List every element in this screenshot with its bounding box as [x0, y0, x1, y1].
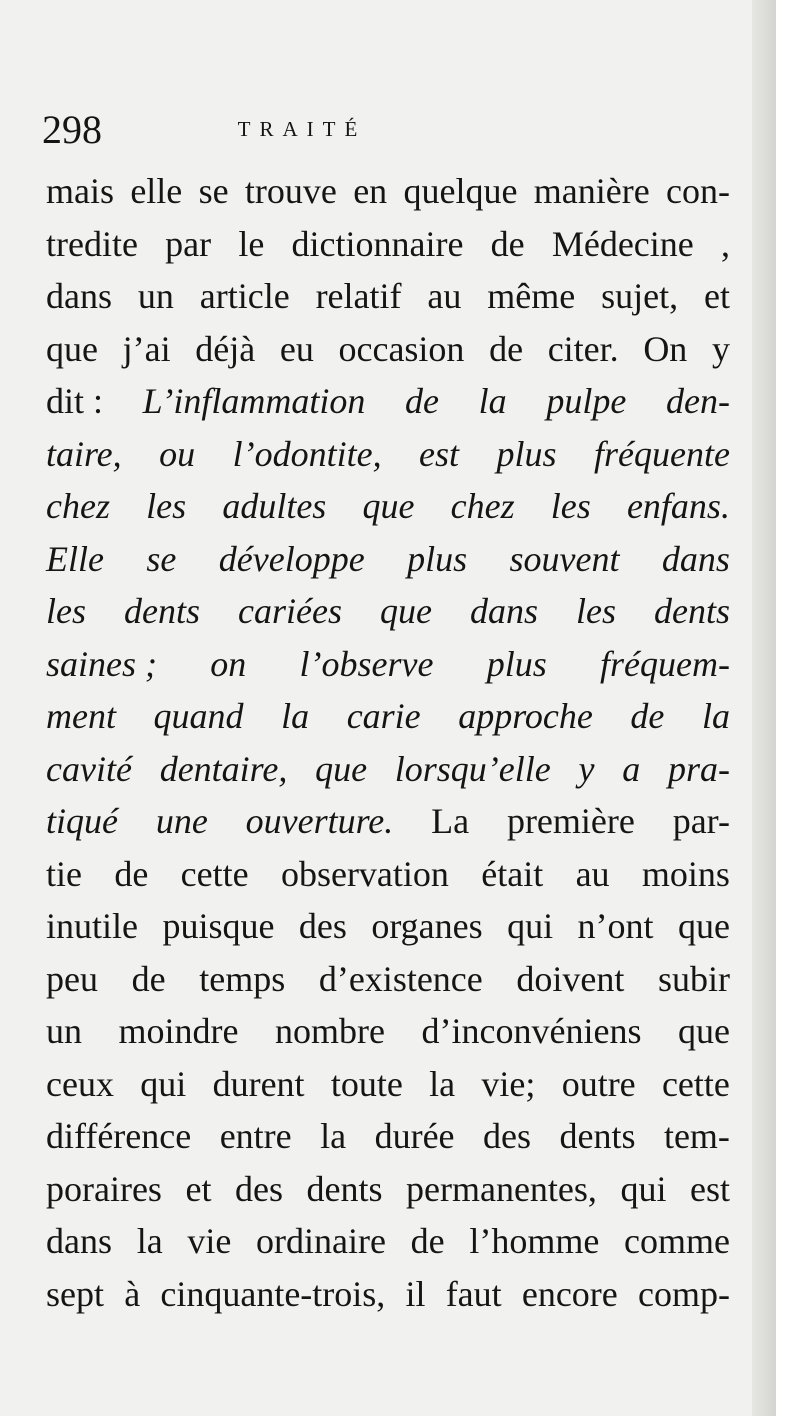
- page-number: 298: [42, 107, 102, 152]
- word: souvent: [509, 538, 620, 579]
- text-line: [46, 638, 730, 691]
- word: d’inconvéniens: [421, 1011, 642, 1051]
- word: manière: [533, 171, 650, 211]
- word: carie: [346, 696, 421, 736]
- word: première: [506, 801, 635, 841]
- word: tredite: [46, 223, 138, 264]
- word: entre: [219, 1116, 292, 1156]
- word: différence: [46, 1116, 192, 1156]
- page-header: [42, 100, 732, 160]
- word: permanentes,: [406, 1168, 597, 1209]
- text-line: [46, 690, 730, 743]
- text-line: [46, 953, 730, 1006]
- word: fréquente: [594, 433, 730, 474]
- word: que: [46, 328, 98, 369]
- word: que: [362, 486, 415, 526]
- word: chez: [46, 486, 110, 526]
- text-line: [46, 1110, 730, 1163]
- word: puisque: [162, 906, 275, 946]
- word: Médecine: [551, 223, 694, 264]
- word: ceux: [46, 1063, 114, 1104]
- word: quand: [153, 696, 244, 736]
- word: occasion: [338, 328, 465, 369]
- word: était: [481, 853, 544, 894]
- word: la: [429, 1063, 456, 1104]
- word: plus: [486, 643, 547, 684]
- word: comme: [624, 1221, 730, 1261]
- word: plus: [407, 538, 468, 579]
- word: fréquem-: [600, 643, 730, 684]
- word: que: [678, 1011, 730, 1051]
- word: sept: [46, 1273, 104, 1314]
- word: quelque: [403, 171, 518, 211]
- word: mais: [46, 171, 114, 211]
- word: L’inflammation: [142, 381, 366, 421]
- text-line: [46, 848, 730, 901]
- word: de: [489, 328, 524, 369]
- word: cavité: [46, 748, 132, 789]
- word: n’ont: [577, 906, 654, 946]
- running-title: TRAITÉ: [237, 117, 367, 141]
- word: l’homme: [469, 1221, 600, 1261]
- word: Elle: [46, 538, 104, 579]
- word: est: [689, 1168, 730, 1209]
- word: chez: [450, 486, 515, 526]
- word: de: [114, 853, 149, 894]
- word: il: [405, 1273, 426, 1314]
- word: adultes: [222, 486, 327, 526]
- word: et: [185, 1168, 212, 1209]
- word: le: [238, 223, 265, 264]
- word: pra-: [667, 748, 730, 789]
- word: est: [419, 433, 460, 474]
- word: dentaire,: [159, 748, 288, 789]
- word: par: [165, 223, 212, 264]
- word: que: [677, 906, 730, 946]
- word: dents: [653, 591, 730, 631]
- word: sujet,: [601, 276, 679, 316]
- word: de: [405, 381, 439, 421]
- word: au: [575, 853, 610, 894]
- text-line: [46, 1058, 730, 1111]
- word: à: [124, 1273, 141, 1314]
- word: ordinaire: [256, 1221, 386, 1261]
- word: un: [46, 1011, 82, 1051]
- word: article: [199, 276, 290, 316]
- word: une: [155, 801, 208, 841]
- word: même: [487, 276, 576, 316]
- word: un: [137, 276, 174, 316]
- word: lorsqu’elle: [394, 748, 551, 789]
- word: organes: [371, 906, 483, 946]
- word: j’ai: [122, 328, 171, 369]
- word: approche: [458, 696, 593, 736]
- word: se: [198, 171, 229, 211]
- word: relatif: [315, 276, 402, 316]
- word: elle: [130, 171, 183, 211]
- word: plus: [496, 433, 557, 474]
- word: cinquante-trois,: [160, 1273, 386, 1314]
- word: y: [578, 748, 595, 789]
- word: dans: [469, 591, 538, 631]
- word: comp-: [637, 1273, 730, 1314]
- word: dents: [306, 1168, 383, 1209]
- word: faut: [445, 1273, 502, 1314]
- word: citer.: [547, 328, 619, 369]
- word: de: [490, 223, 525, 264]
- word: outre: [561, 1063, 636, 1104]
- word: de: [131, 958, 166, 999]
- word: cette: [180, 853, 249, 894]
- word: subir: [658, 958, 730, 999]
- word: vie: [187, 1221, 232, 1261]
- text-line: [46, 1215, 730, 1268]
- word: durée: [374, 1116, 455, 1156]
- word: on: [210, 643, 247, 684]
- body-text: [46, 165, 730, 1320]
- text-line: [46, 375, 730, 428]
- word: la: [701, 696, 730, 736]
- word: par-: [672, 801, 730, 841]
- word: tie: [46, 853, 82, 894]
- word: se: [146, 538, 177, 579]
- word: et: [703, 276, 730, 316]
- text-line: [46, 1005, 730, 1058]
- word: den-: [665, 381, 730, 421]
- word: que: [379, 591, 432, 631]
- word: les: [146, 486, 187, 526]
- word: vie;: [481, 1063, 536, 1104]
- word: l’odontite,: [232, 433, 382, 474]
- word: con-: [666, 171, 730, 211]
- word: déjà: [195, 328, 256, 369]
- word: ou: [159, 433, 196, 474]
- word: tem-: [663, 1116, 730, 1156]
- text-line: [46, 533, 730, 586]
- word: dans: [46, 276, 112, 316]
- word: les: [575, 591, 616, 631]
- word: dictionnaire: [291, 223, 464, 264]
- word: des: [483, 1116, 531, 1156]
- word: la: [281, 696, 310, 736]
- word: observation: [280, 853, 449, 894]
- word: inutile: [46, 906, 138, 946]
- word: la: [320, 1116, 347, 1156]
- word: au: [427, 276, 462, 316]
- word: enfans.: [626, 486, 730, 526]
- word: ouverture.: [245, 801, 394, 841]
- word: saines ;: [46, 643, 157, 684]
- word: ment: [46, 696, 116, 736]
- word: les: [550, 486, 591, 526]
- word: de: [630, 696, 665, 736]
- word: d’existence: [318, 958, 483, 999]
- word: les: [46, 591, 86, 631]
- text-line: [46, 743, 730, 796]
- word: développe: [218, 538, 365, 579]
- word: trouve: [244, 171, 337, 211]
- word: a: [622, 748, 641, 789]
- word: des: [298, 906, 347, 946]
- word: qui: [507, 906, 554, 946]
- word: l’observe: [299, 643, 434, 684]
- word: dans: [661, 538, 730, 579]
- text-line: [46, 1163, 730, 1216]
- word: temps: [199, 958, 286, 999]
- word: dit :: [46, 381, 104, 421]
- word: nombre: [275, 1011, 386, 1051]
- text-line: [46, 165, 730, 218]
- word: des: [234, 1168, 283, 1209]
- text-line: [46, 585, 730, 638]
- word: la: [136, 1221, 163, 1261]
- text-line: [46, 900, 730, 953]
- word: cariées: [238, 591, 342, 631]
- word: qui: [620, 1168, 667, 1209]
- word: que: [315, 748, 368, 789]
- word: doivent: [516, 958, 625, 999]
- word: de: [410, 1221, 445, 1261]
- word: tiqué: [46, 801, 118, 841]
- text-line: [46, 795, 730, 848]
- text-line: [46, 1268, 730, 1321]
- word: taire,: [46, 433, 122, 474]
- word: La: [431, 801, 470, 841]
- text-line: [46, 428, 730, 481]
- word: cette: [661, 1063, 730, 1104]
- word: la: [478, 381, 507, 421]
- text-line: [46, 323, 730, 376]
- word: poraires: [46, 1168, 162, 1209]
- word: qui: [140, 1063, 187, 1104]
- word: ,: [720, 223, 730, 264]
- word: eu: [279, 328, 314, 369]
- word: moindre: [118, 1011, 239, 1051]
- word: dents: [559, 1116, 636, 1156]
- text-line: [46, 218, 730, 271]
- word: moins: [641, 853, 730, 894]
- word: dents: [124, 591, 200, 631]
- word: dans: [46, 1221, 112, 1261]
- text-line: [46, 270, 730, 323]
- word: toute: [330, 1063, 403, 1104]
- word: en: [353, 171, 388, 211]
- word: durent: [212, 1063, 305, 1104]
- word: y: [711, 328, 730, 369]
- word: peu: [46, 958, 98, 999]
- word: encore: [521, 1273, 618, 1314]
- text-line: [46, 480, 730, 533]
- word: On: [643, 328, 688, 369]
- word: pulpe: [546, 381, 627, 421]
